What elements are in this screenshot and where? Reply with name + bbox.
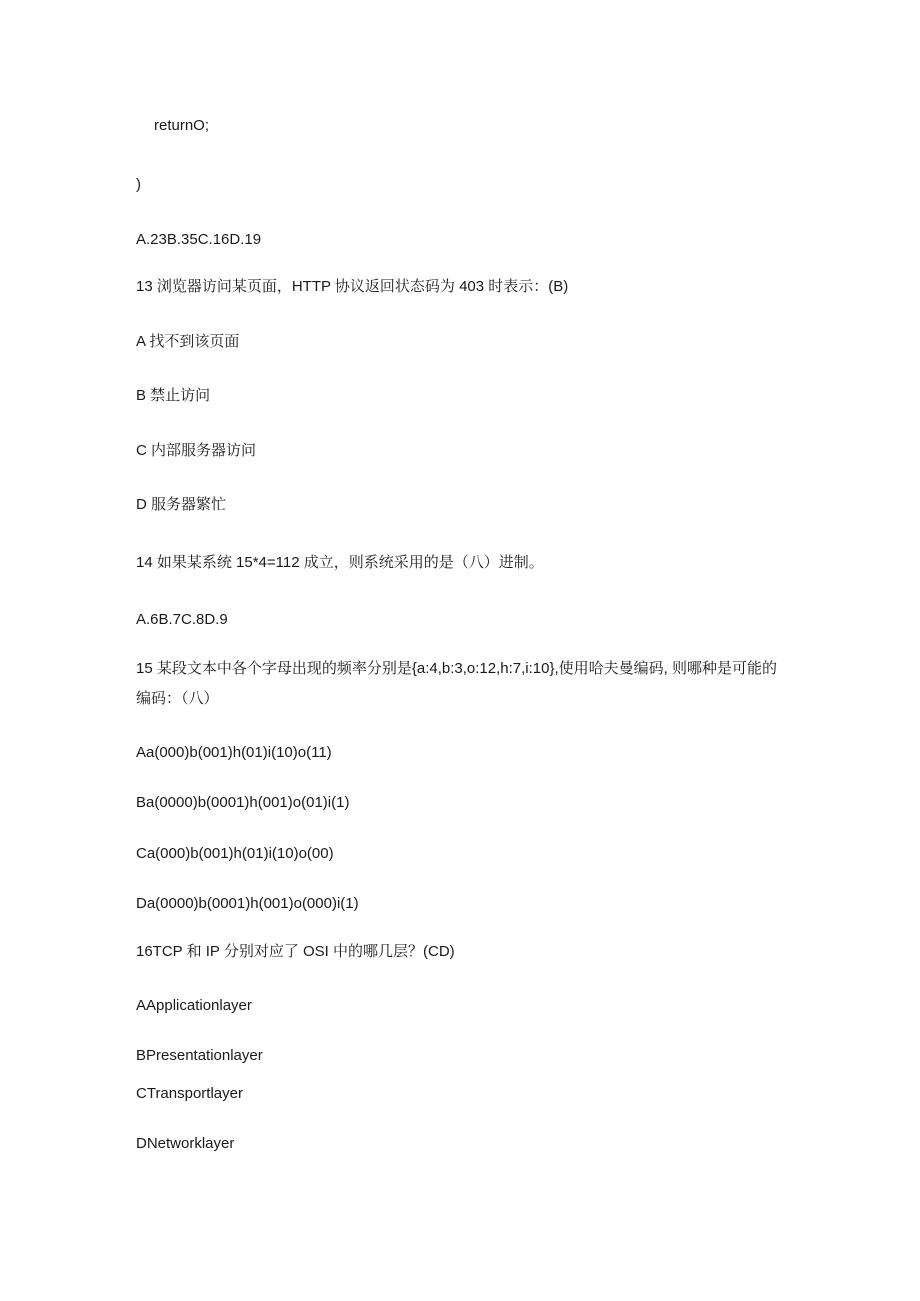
q15-option-b: Ba(0000)b(0001)h(001)o(01)i(1) — [136, 794, 350, 811]
code-closing-brace: ) — [136, 176, 141, 193]
code-return-line: returnO; — [154, 117, 210, 134]
q13-option-a: A 找不到该页面 — [136, 333, 240, 350]
q16-question: 16TCP 和 IP 分别对应了 OSI 中的哪几层？(CD) — [136, 943, 455, 960]
q15-option-c: Ca(000)b(001)h(01)i(10)o(00) — [136, 845, 334, 862]
q16-option-a: AApplicationlayer — [136, 997, 252, 1014]
q16-option-c: CTransportlayer — [136, 1085, 243, 1102]
q15-option-a: Aa(000)b(001)h(01)i(10)o(11) — [136, 744, 332, 761]
q13-option-b: B 禁止访问 — [136, 387, 211, 404]
q13-option-c: C 内部服务器访问 — [136, 442, 257, 459]
q13-option-d: D 服务器繁忙 — [136, 496, 227, 513]
q14-options: A.6B.7C.8D.9 — [136, 611, 228, 628]
q12-options: A.23B.35C.16D.19 — [136, 231, 262, 248]
q16-option-d: DNetworklayer — [136, 1135, 235, 1152]
q14-question: 14 如果某系统 15*4=112 成立，则系统采用的是（八）进制。 — [136, 554, 544, 571]
q15-question: 15 某段文本中各个字母出现的频率分别是{a:4,b:3,o:12,h:7,i:10},使用哈夫曼编码, 则哪种是可能的编码：（八） — [136, 660, 777, 707]
q13-question: 13 浏览器访问某页面，HTTP 协议返回状态码为 403 时表示：(B) — [136, 278, 569, 295]
q15-option-d: Da(0000)b(0001)h(001)o(000)i(1) — [136, 895, 359, 912]
q16-option-b: BPresentationlayer — [136, 1047, 263, 1064]
